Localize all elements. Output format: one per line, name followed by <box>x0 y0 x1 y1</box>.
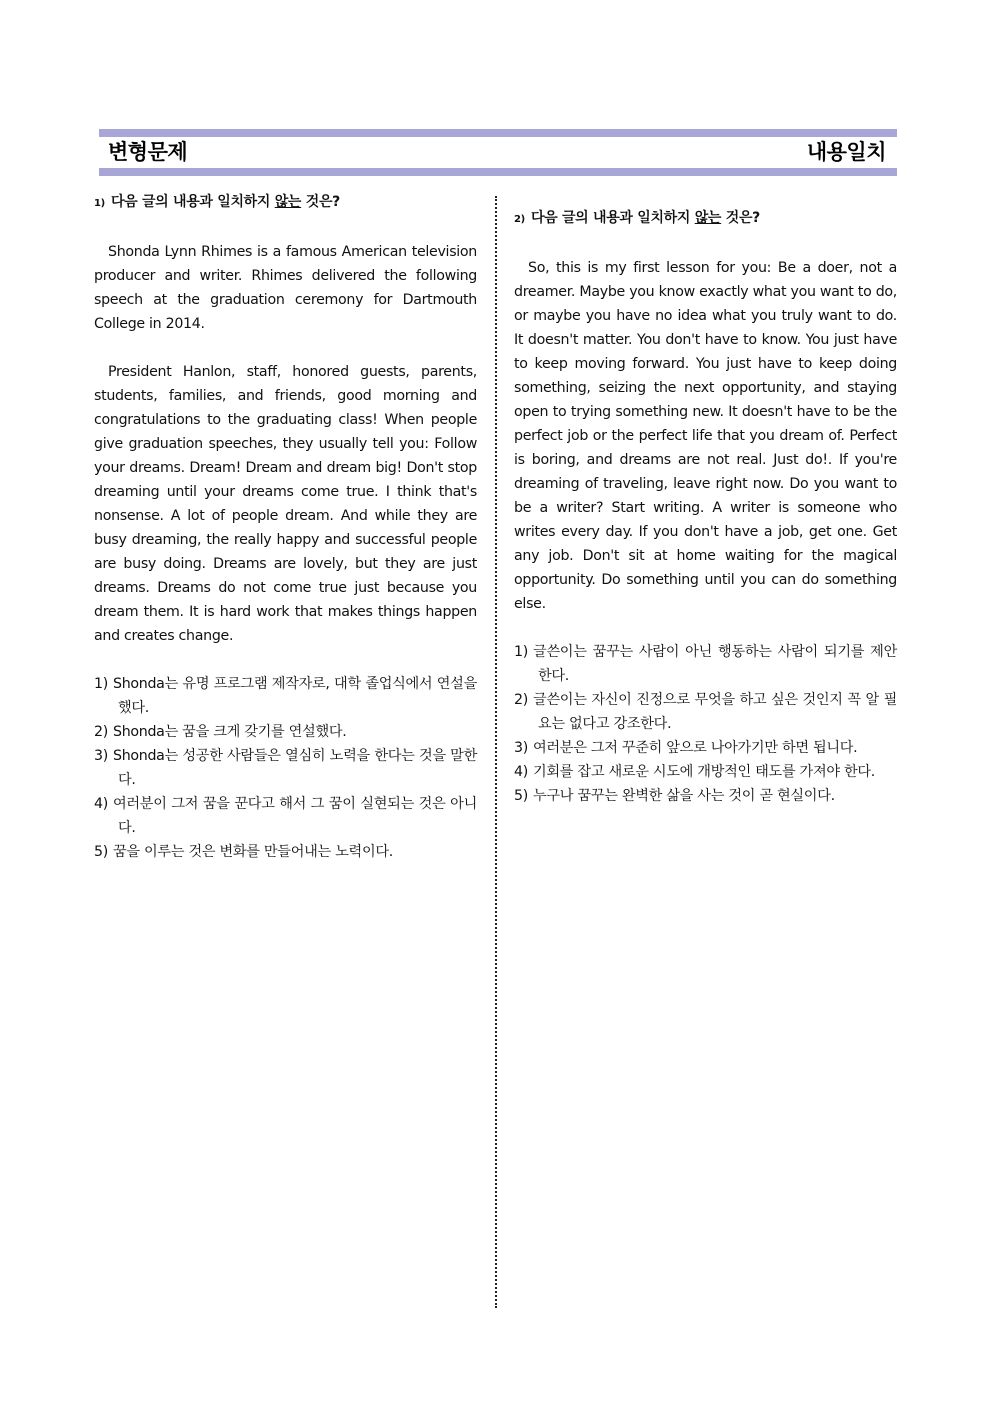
header-right-title: 내용일치 <box>806 140 886 164</box>
question-2-prompt: 2) 다음 글의 내용과 일치하지 않는 것은? <box>514 210 760 226</box>
question-1-prompt: 1) 다음 글의 내용과 일치하지 않는 것은? <box>94 194 340 210</box>
answer-choice[interactable]: 1) Shonda는 유명 프로그램 제작자로, 대학 졸업식에서 연설을 했다. <box>94 676 477 716</box>
answer-choice[interactable]: 4) 여러분이 그저 꿈을 꾼다고 해서 그 꿈이 실현되는 것은 아니다. <box>94 796 477 836</box>
answer-choice[interactable]: 5) 꿈을 이루는 것은 변화를 만들어내는 노력이다. <box>94 844 393 860</box>
answer-choices <box>514 640 897 808</box>
emphasis-underline: 않는 <box>274 194 302 210</box>
header-left-title: 변형문제 <box>108 140 188 164</box>
passage-paragraph: President Hanlon, staff, honored guests, parents, students, families, and friends, good morning and congratulations to the graduating class! When people give graduation speeches, they usually tell you: Follow your dreams. Dream! Dream and dream big! Don't stop dreaming until your dreams come true. I think that's nonsense. A lot of people dream. And while they are busy dreaming, the really happy and successful people are busy doing. Dreams are lovely, but they are just dreams. Dreams do not come true just because you dream them. It is hard work that makes things happen and creates change. <box>94 364 477 644</box>
answer-choices <box>94 672 477 864</box>
question-number: 1) <box>94 198 105 209</box>
answer-choice[interactable]: 4) 기회를 잡고 새로운 시도에 개방적인 태도를 가져야 한다. <box>514 764 875 780</box>
passage-paragraph: Shonda Lynn Rhimes is a famous American television producer and writer. Rhimes delivered the following speech at the graduation ceremony for Dartmouth College in 2014. <box>94 244 477 332</box>
column-divider <box>495 196 497 1308</box>
answer-choice[interactable]: 3) Shonda는 성공한 사람들은 열심히 노력을 한다는 것을 말한다. <box>94 748 477 788</box>
header-bottom-bar <box>99 168 897 176</box>
question-1 <box>94 190 477 864</box>
emphasis-underline: 않는 <box>694 210 722 226</box>
question-number: 2) <box>514 214 525 225</box>
answer-choice[interactable]: 3) 여러분은 그저 꾸준히 앞으로 나아가기만 하면 됩니다. <box>514 740 858 756</box>
passage-paragraph: So, this is my first lesson for you: Be a doer, not a dreamer. Maybe you know exactly what you want to do, or maybe you have no idea what you truly want to do. It doesn't matter. You don't have to know. You just have to keep moving forward. You just have to keep doing something, seizing the next opportunity, and staying open to trying something new. It doesn't have to be the perfect job or the perfect life that you dream of. Perfect is boring, and dreams are not real. Just do!. If you're dreaming of traveling, leave right now. Do you want to be a writer? Start writing. A writer is someone who writes every day. If you don't have a job, get one. Get any job. Don't sit at home waiting for the magical opportunity. Do something until you can do something else. <box>514 260 897 612</box>
question-2 <box>514 206 897 808</box>
answer-choice[interactable]: 2) 글쓴이는 자신이 진정으로 무엇을 하고 싶은 것인지 꼭 알 필요는 없다고 강조한다. <box>514 692 897 732</box>
answer-choice[interactable]: 1) 글쓴이는 꿈꾸는 사람이 아닌 행동하는 사람이 되기를 제안한다. <box>514 644 897 684</box>
answer-choice[interactable]: 5) 누구나 꿈꾸는 완벽한 삶을 사는 것이 곧 현실이다. <box>514 788 835 804</box>
answer-choice[interactable]: 2) Shonda는 꿈을 크게 갖기를 연설했다. <box>94 724 347 740</box>
header-top-bar <box>99 129 897 137</box>
